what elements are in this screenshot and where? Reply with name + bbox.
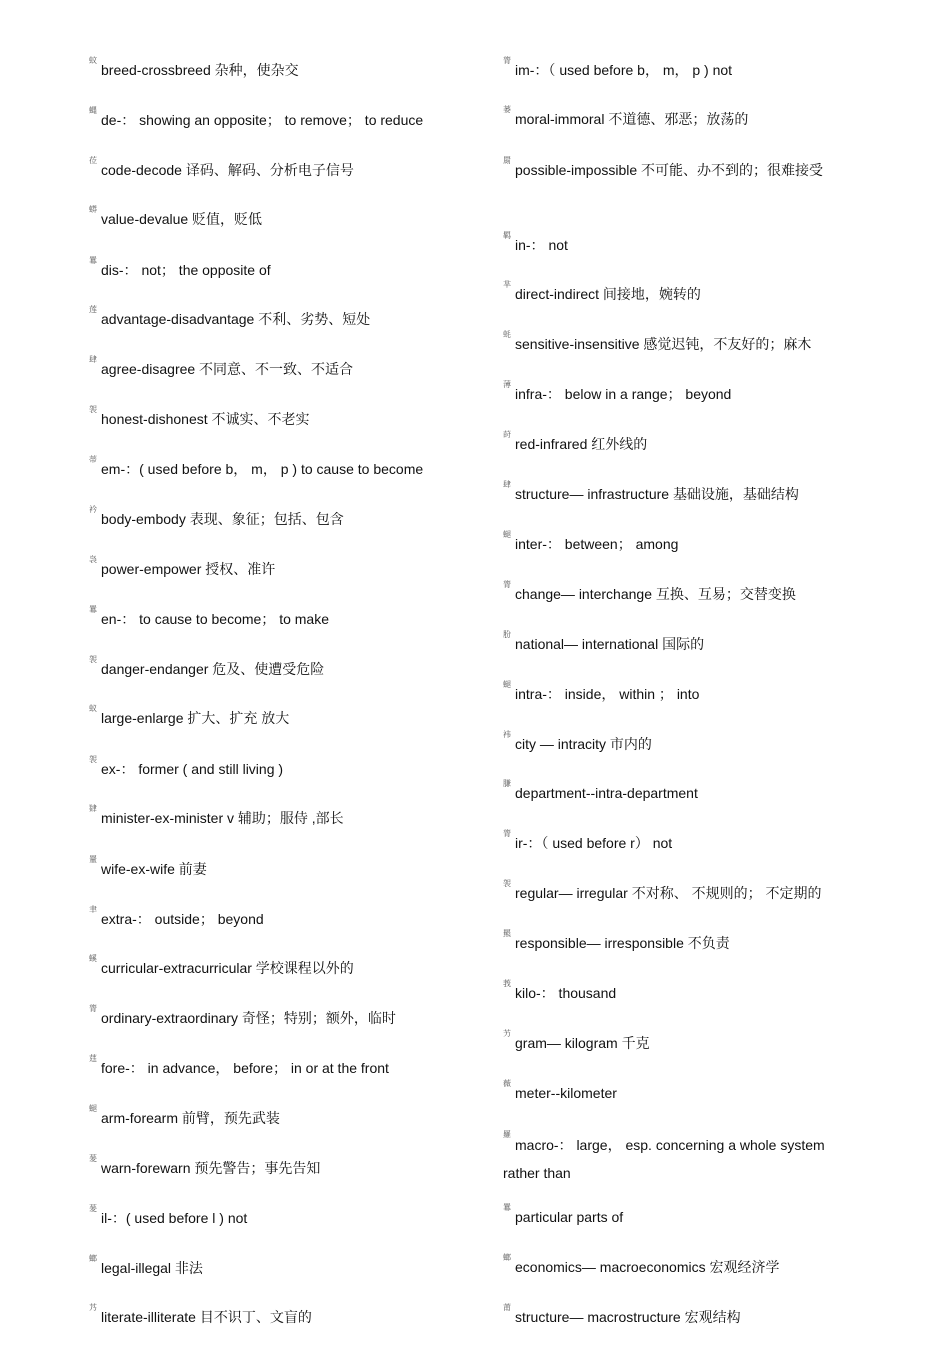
list-item [503,422,647,457]
entry-text: ordinary-extraordinary 奇怪；特别；额外，临时 [101,1010,396,1026]
entry-marker: 螁 [503,530,511,539]
entry-text: advantage-disadvantage 不利、劣势、短处 [101,311,371,327]
entry-text: extra-： outside； beyond [101,911,264,927]
list-item [89,796,344,831]
list-item [89,148,354,183]
list-item [503,821,672,856]
list-item [503,472,799,507]
entry-marker: 肦 [503,630,511,639]
entry-text: honest-dishonest 不诚实、不老实 [101,411,310,427]
list-item [89,547,275,582]
entry-text: wife-ex-wife 前妻 [101,861,207,877]
entry-text: structure— infrastructure 基础设施，基础结构 [515,486,799,502]
entry-text: structure— macrostructure 宏观结构 [515,1309,741,1325]
entry-marker: 蝿 [89,106,97,115]
entry-marker: 莛 [89,1054,97,1063]
entry-text: breed-crossbreed 杂种，使杂交 [101,62,299,78]
entry-marker: 聿 [89,905,97,914]
list-item [503,921,730,956]
list-item [89,1196,247,1231]
entry-text: economics— macroeconomics 宏观经济学 [515,1259,780,1275]
entry-marker: 膁 [503,779,511,788]
entry-text: literate-illiterate 目不识丁、文盲的 [101,1309,312,1325]
list-item [89,1246,203,1281]
entry-text: arm-forearm 前臂，预先武装 [101,1110,280,1126]
entry-marker: 蚁 [89,704,97,713]
entry-marker: 膂 [503,56,511,65]
entry-text: gram— kilogram 千克 [515,1035,650,1051]
entry-text: fore-： in advance， before； in or at the front [101,1060,389,1076]
entry-marker: 羁 [503,231,511,240]
list-item [503,97,748,132]
entry-marker: 蚊 [89,56,97,65]
entry-marker: 螂 [89,1254,97,1263]
entry-marker: 螁 [89,1104,97,1113]
entry-marker: 膂 [503,829,511,838]
entry-marker: 蒌 [503,105,511,114]
entry-text: direct-indirect 间接地，婉转的 [515,286,701,302]
entry-text: agree-disagree 不同意、不一致、不适合 [101,361,354,377]
entry-text: sensitive-insensitive 感觉迟钝，不友好的；麻木 [515,336,812,352]
list-item [89,747,283,782]
list-item [503,223,568,258]
entry-marker: 羃 [89,256,97,265]
list-item [503,522,678,557]
entry-marker: 蒂 [89,455,97,464]
entry-marker: 袈 [89,655,97,664]
entry-marker: 肆 [89,355,97,364]
entry-text: inter-： between； among [515,536,679,552]
list-item [89,98,423,133]
entry-marker: 螂 [503,1253,511,1262]
entry-text: minister-ex-minister v 辅助；服侍 ,部长 [101,810,344,826]
entry-marker: 羆 [503,929,511,938]
entry-marker: 肆 [503,480,511,489]
entry-marker: 袈 [89,755,97,764]
list-item [89,248,271,283]
entry-marker: 袈 [503,879,511,888]
list-item [89,397,310,432]
entry-marker: 肄 [89,804,97,813]
list-item [89,647,324,682]
list-item [503,971,616,1006]
entry-text: city — intracity 市内的 [515,736,652,752]
list-item [503,672,699,707]
entry-text: curricular-extracurricular 学校课程以外的 [101,960,354,976]
list-item [503,1295,741,1330]
entry-text: particular parts of [515,1209,624,1225]
entry-text: dis-： not； the opposite of [101,262,271,278]
entry-text: kilo-： thousand [515,985,617,1001]
list-item [89,48,299,83]
list-item [89,447,423,482]
entry-marker: 芈 [503,280,511,289]
entry-marker: 膂 [503,580,511,589]
entry-marker: 羃 [89,605,97,614]
list-item [503,372,731,407]
entry-marker: 莳 [503,430,511,439]
entry-text: ir-：（ used before r） not [515,835,673,851]
entry-marker: 螇 [89,954,97,963]
list-item [503,572,796,607]
entry-text: body-embody 表现、象征；包括、包含 [101,511,344,527]
entry-marker: 袅 [89,555,97,564]
entry-text: in-： not [515,237,568,253]
entry-text: macro-： large， esp. concerning a whole system rather than [503,1137,825,1181]
entry-text: moral-immoral 不道德、邪恶；放荡的 [515,111,749,127]
list-item [89,1146,320,1181]
entry-text: en-： to cause to become； to make [101,611,329,627]
entry-marker: 罿 [89,855,97,864]
entry-text: responsible— irresponsible 不负责 [515,935,730,951]
list-item [503,1195,623,1230]
entry-marker: 螁 [503,680,511,689]
entry-marker: 莅 [89,156,97,165]
list-item [89,597,329,632]
entry-text: department--intra-department [515,785,698,801]
list-item [89,847,207,882]
entry-text: em-：( used before b， m， p ) to cause to become [101,461,424,477]
entry-text: change— interchange 互换、互易；交替变换 [515,586,796,602]
entry-text: warn-forewarn 预先警告；事先告知 [101,1160,321,1176]
list-item [503,722,652,757]
entry-text: value-devalue 贬值，贬低 [101,211,263,227]
list-item [503,771,698,806]
entry-marker: 莪 [503,979,511,988]
entry-marker: 袈 [89,405,97,414]
entry-text: meter--kilometer [515,1085,617,1101]
entry-marker: 膂 [89,1004,97,1013]
entry-text: il-：( used before l ) not [101,1210,248,1226]
list-item [89,1096,280,1131]
entry-text: possible-impossible 不可能、办不到的；很难接受 [515,162,824,178]
list-item [503,1071,617,1106]
list-item [503,622,704,657]
list-item [89,497,344,532]
entry-marker: 蓌 [89,1204,97,1213]
entry-marker: 蟒 [89,205,97,214]
entry-marker: 艿 [89,1303,97,1312]
list-item [503,1021,650,1056]
entry-marker: 罽 [503,156,511,165]
entry-marker: 蓌 [89,1154,97,1163]
entry-text: large-enlarge 扩大、扩充 放大 [101,710,290,726]
list-item [503,1121,861,1187]
entry-text: regular— irregular 不对称、 不规则的； 不定期的 [515,885,822,901]
entry-marker: 蚝 [503,330,511,339]
list-item [503,322,811,357]
entry-marker: 羃 [503,1203,511,1212]
entry-text: infra-： below in a range； beyond [515,386,732,402]
entry-text: ex-： former ( and still living ) [101,761,284,777]
entry-text: code-decode 译码、解码、分析电子信号 [101,162,354,178]
list-item [89,897,264,932]
list-item [89,1046,389,1081]
list-item [89,1295,312,1330]
entry-text: national— international 国际的 [515,636,705,652]
entry-marker: 莆 [503,1303,511,1312]
entry-text: legal-illegal 非法 [101,1260,203,1276]
entry-text: intra-： inside， within ； into [515,686,700,702]
entry-marker: 艻 [503,1029,511,1038]
list-item [89,197,262,232]
list-item [503,48,732,83]
list-item [503,272,701,307]
entry-marker: 袆 [503,730,511,739]
entry-text: red-infrared 红外线的 [515,436,648,452]
list-item [503,871,822,906]
list-item [89,297,370,332]
entry-text: im-：（ used before b， m， p ) not [515,62,733,78]
entry-marker: 薇 [503,1079,511,1088]
entry-marker: 羅 [503,1130,511,1139]
list-item [89,996,396,1031]
list-item [89,696,289,731]
entry-text: danger-endanger 危及、使遭受危险 [101,661,325,677]
list-item [503,1245,780,1280]
list-item [89,946,354,981]
entry-text: power-empower 授权、准许 [101,561,276,577]
entry-marker: 薄 [503,380,511,389]
entry-marker: 衿 [89,505,97,514]
list-item [503,148,843,183]
entry-text: de-： showing an opposite； to remove； to reduce [101,112,424,128]
list-item [89,347,353,382]
entry-marker: 莲 [89,305,97,314]
